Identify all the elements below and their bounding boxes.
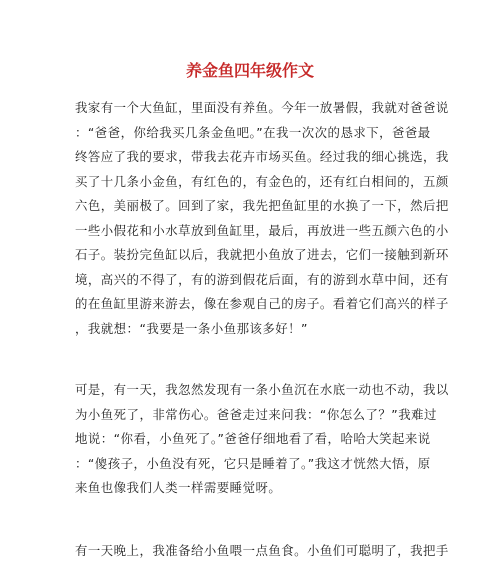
paragraph-3 — [75, 539, 449, 564]
paragraph-2 — [75, 378, 449, 501]
text-line: 为小鱼死了，非常伤心。爸爸走过来问我：“你怎么了？”我难过 — [75, 406, 437, 422]
paragraph-1 — [75, 96, 449, 341]
text-line: ：“爸爸，你给我买几条金鱼吧。”在我一次次的恳求下，爸爸最 — [75, 124, 431, 140]
text-line: 终答应了我的要求，带我去花卉市场买鱼。经过我的细心挑选，我 — [75, 149, 449, 164]
text-line: 地说：“你看，小鱼死了。”爸爸仔细地看了看，哈哈大笑起来说 — [75, 431, 431, 446]
text-line: ：“傻孩子，小鱼没有死，它只是睡着了。”我这才恍然大悟，原 — [75, 455, 431, 471]
text-line: ，我就想：“我要是一条小鱼那该多好！” — [75, 320, 308, 336]
text-line: 六色，美丽极了。回到了家，我先把鱼缸里的水换了一下，然后把 — [75, 198, 449, 213]
text-line: 我家有一个大鱼缸，里面没有养鱼。今年一放暑假，我就对爸爸说 — [75, 100, 449, 115]
text-line: 的在鱼缸里游来游去，像在参观自己的房子。看着它们高兴的样子 — [75, 296, 449, 311]
text-line: 可是，有一天，我忽然发现有一条小鱼沉在水底一动也不动，我以 — [75, 382, 449, 397]
text-line: 有一天晚上，我准备给小鱼喂一点鱼食。小鱼们可聪明了，我把手 — [75, 543, 449, 558]
text-line: 一些小假花和小水草放到鱼缸里，最后，再放进一些五颜六色的小 — [75, 222, 449, 238]
document-title: 养金鱼四年级作文 — [185, 61, 314, 80]
text-line: 买了十几条小金鱼，有红色的，有金色的，还有红白相间的，五颜 — [75, 173, 449, 189]
text-line: 石子。装扮完鱼缸以后，我就把小鱼放了进去，它们一接触到新环 — [75, 247, 449, 262]
text-line: 来鱼也像我们人类一样需要睡觉呀。 — [75, 480, 282, 495]
text-line: 境，高兴的不得了，有的游到假花后面，有的游到水草中间，还有 — [75, 271, 449, 287]
